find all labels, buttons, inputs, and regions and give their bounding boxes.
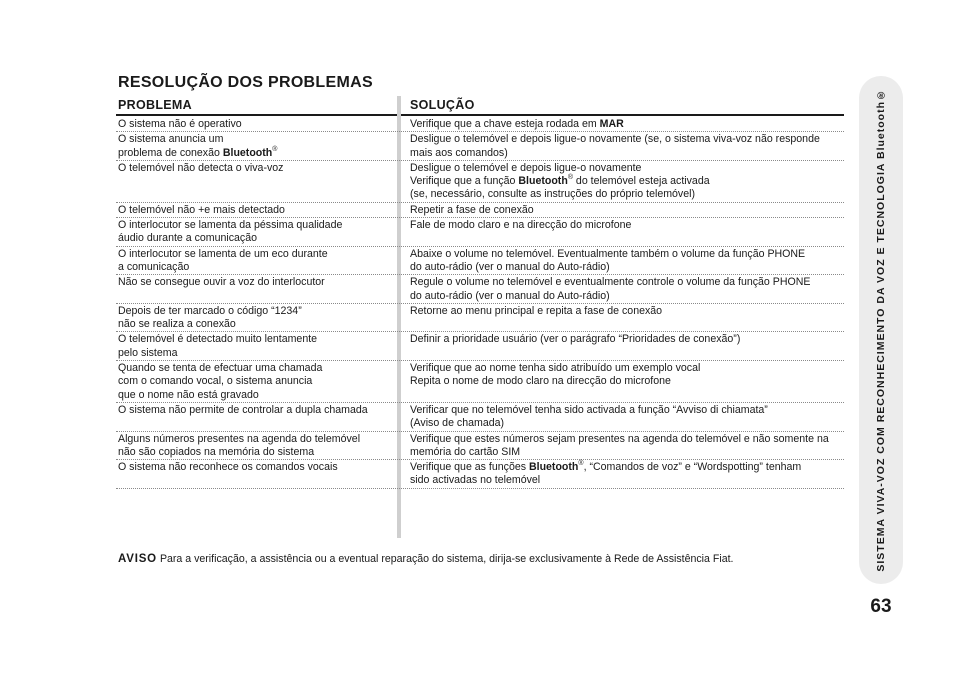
problem-cell [116,432,394,460]
solution-line [410,276,844,289]
problem-line [118,347,394,360]
problem-line [118,261,394,274]
solution-cell [394,218,844,246]
problem-cell [116,218,394,246]
problem-cell [116,403,394,431]
solution-cell [394,161,844,202]
problem-line [118,219,394,232]
text-run: áudio durante a comunicação [118,232,257,245]
table-row [116,403,844,432]
problem-cell [116,361,394,402]
text-run: O telemóvel é detectado muito lentamente [118,333,318,346]
text-run: com o comando vocal, o sistema anuncia [118,375,313,388]
registered-mark: ® [578,460,584,468]
solution-line [410,133,844,146]
solution-line [410,333,844,346]
solution-line [410,219,844,232]
text-run: do auto-rádio (ver o manual do Auto-rádio) [410,289,610,302]
problem-line [118,305,394,318]
text-run: O interlocutor se lamenta da péssima qualidade [118,219,343,232]
problem-line [118,389,394,402]
problem-cell [116,275,394,303]
text-run: Verifique que a função [410,175,519,188]
solution-line [410,175,844,188]
solution-line [410,147,844,160]
solution-cell [394,304,844,332]
solution-line [410,290,844,303]
text-run: Repetir a fase de conexão [410,203,534,216]
solution-line [410,461,844,474]
problem-cell [116,304,394,332]
text-run: do auto-rádio (ver o manual do Auto-rádio) [410,260,610,273]
solution-cell [394,203,844,217]
table-row [116,132,844,161]
solution-cell [394,132,844,160]
solution-cell [394,247,844,275]
solution-cell [394,432,844,460]
solution-line [410,375,844,388]
text-run: que o nome não está gravado [118,388,259,401]
problem-line [118,162,394,175]
text-run: memória do cartão SIM [410,445,521,458]
solution-cell [394,460,844,488]
solution-cell [394,403,844,431]
text-run: O sistema não é operativo [118,118,242,130]
solution-line [410,474,844,487]
notice-label: AVISO [118,553,157,565]
solution-column-header: SOLUÇÃO [410,98,475,112]
table-row [116,218,844,247]
problem-cell [116,132,394,160]
text-run: (Aviso de chamada) [410,417,505,430]
problem-line [118,204,394,217]
table-row [116,161,844,203]
text-run: pelo sistema [118,346,178,359]
text-run: Quando se tenta de efectuar uma chamada [118,362,323,375]
solution-cell [394,117,844,131]
text-run: Bluetooth [222,146,273,159]
solution-line [410,305,844,318]
text-run: Retorne ao menu principal e repita a fase de conexão [410,304,663,317]
text-run: O telemóvel não +e mais detectado [118,203,285,216]
solution-line [410,162,844,175]
problem-cell [116,161,394,202]
problem-line [118,318,394,331]
problem-line [118,446,394,459]
problem-line [118,118,394,131]
text-run: a comunicação [118,260,190,273]
text-run: Desligue o telemóvel e depois ligue-o novamente [410,161,642,174]
registered-mark: ® [272,145,278,153]
registered-mark: ® [567,174,573,182]
text-run: O interlocutor se lamenta de um eco durante [118,247,328,260]
text-run: não são copiados na memória do sistema [118,445,315,458]
text-run: Depois de ter marcado o código “1234” [118,304,302,317]
solution-cell [394,361,844,402]
text-run: Alguns números presentes na agenda do telemóvel [118,432,361,445]
problem-line [118,404,394,417]
problem-cell [116,117,394,131]
table-row [116,304,844,333]
text-run: mais aos comandos) [410,146,508,159]
solution-line [410,118,844,131]
text-run: (se, necessário, consulte as instruções do próprio telemóvel) [410,188,695,201]
problem-cell [116,332,394,360]
problem-line [118,276,394,289]
table-row [116,275,844,304]
text-run: do telemóvel esteja activada [572,175,710,188]
side-tab-title: SISTEMA VIVA-VOZ COM RECONHECIMENTO DA VOZ E TECNOLOGIA Bluetooth® [875,88,887,572]
section-heading: RESOLUÇÃO DOS PROBLEMAS [118,74,373,91]
text-run: O sistema não reconhece os comandos vocais [118,461,338,474]
text-run: Fale de modo claro e na direcção do microfone [410,219,632,232]
text-run: Bluetooth [518,175,568,188]
problem-column-header: PROBLEMA [118,98,192,112]
table-row [116,247,844,276]
text-run: Verificar que no telemóvel tenha sido activada a função “Avviso di chiamata” [410,403,768,416]
text-run: sido activadas no telemóvel [410,474,541,487]
solution-line [410,417,844,430]
solution-cell [394,275,844,303]
problem-cell [116,203,394,217]
table-row [116,203,844,218]
table-row [116,332,844,361]
text-run: O sistema não permite de controlar a dupla chamada [118,403,368,416]
problem-cell [116,247,394,275]
text-run: Abaixe o volume no telemóvel. Eventualmente também o volume da função PHONE [410,247,806,260]
header-rule [116,114,844,116]
solution-line [410,362,844,375]
page-number: 63 [870,596,892,617]
problem-line [118,375,394,388]
text-run: O sistema anuncia um [118,133,224,146]
table-row [116,117,844,132]
solution-line [410,433,844,446]
notice-text: Para a verificação, a assistência ou a eventual reparação do sistema, dirija-se exclusivamente à Rede de Assistência Fiat. [159,553,734,565]
text-run: Desligue o telemóvel e depois ligue-o novamente (se, o sistema viva-voz não responde [410,133,820,146]
solution-line [410,404,844,417]
table-row [116,432,844,461]
text-run: Bluetooth [528,461,579,474]
troubleshooting-table [116,117,844,489]
table-row [116,460,844,489]
solution-line [410,204,844,217]
text-run: Verifique que estes números sejam presentes na agenda do telemóvel e não somente na [410,432,829,445]
solution-line [410,248,844,261]
solution-cell [394,332,844,360]
text-run: não se realiza a conexão [118,318,236,331]
text-run: Verifique que ao nome tenha sido atribuído um exemplo vocal [410,362,701,375]
text-run: Não se consegue ouvir a voz do interlocutor [118,276,325,289]
problem-line [118,133,394,146]
text-run: O telemóvel não detecta o viva-voz [118,161,284,174]
text-run: Regule o volume no telemóvel e eventualmente controle o volume da função PHONE [410,276,811,289]
table-row [116,361,844,403]
problem-line [118,433,394,446]
text-run: , “Comandos de voz” e “Wordspotting” tenham [583,461,802,474]
text-run: Verifique que as funções [410,461,529,474]
solution-line [410,261,844,274]
problem-line [118,333,394,346]
text-run: Verifique que a chave esteja rodada em [410,118,600,130]
problem-line [118,147,394,160]
problem-cell [116,460,394,488]
notice [118,553,733,565]
problem-line [118,232,394,245]
problem-line [118,362,394,375]
problem-line [118,248,394,261]
solution-line [410,188,844,201]
problem-line [118,461,394,474]
text-run: problema de conexão [118,146,223,159]
text-run: Definir a prioridade usuário (ver o parágrafo “Prioridades de conexão”) [410,333,741,346]
text-run: Repita o nome de modo claro na direcção do microfone [410,375,671,388]
solution-line [410,446,844,459]
text-run: MAR [599,118,624,130]
